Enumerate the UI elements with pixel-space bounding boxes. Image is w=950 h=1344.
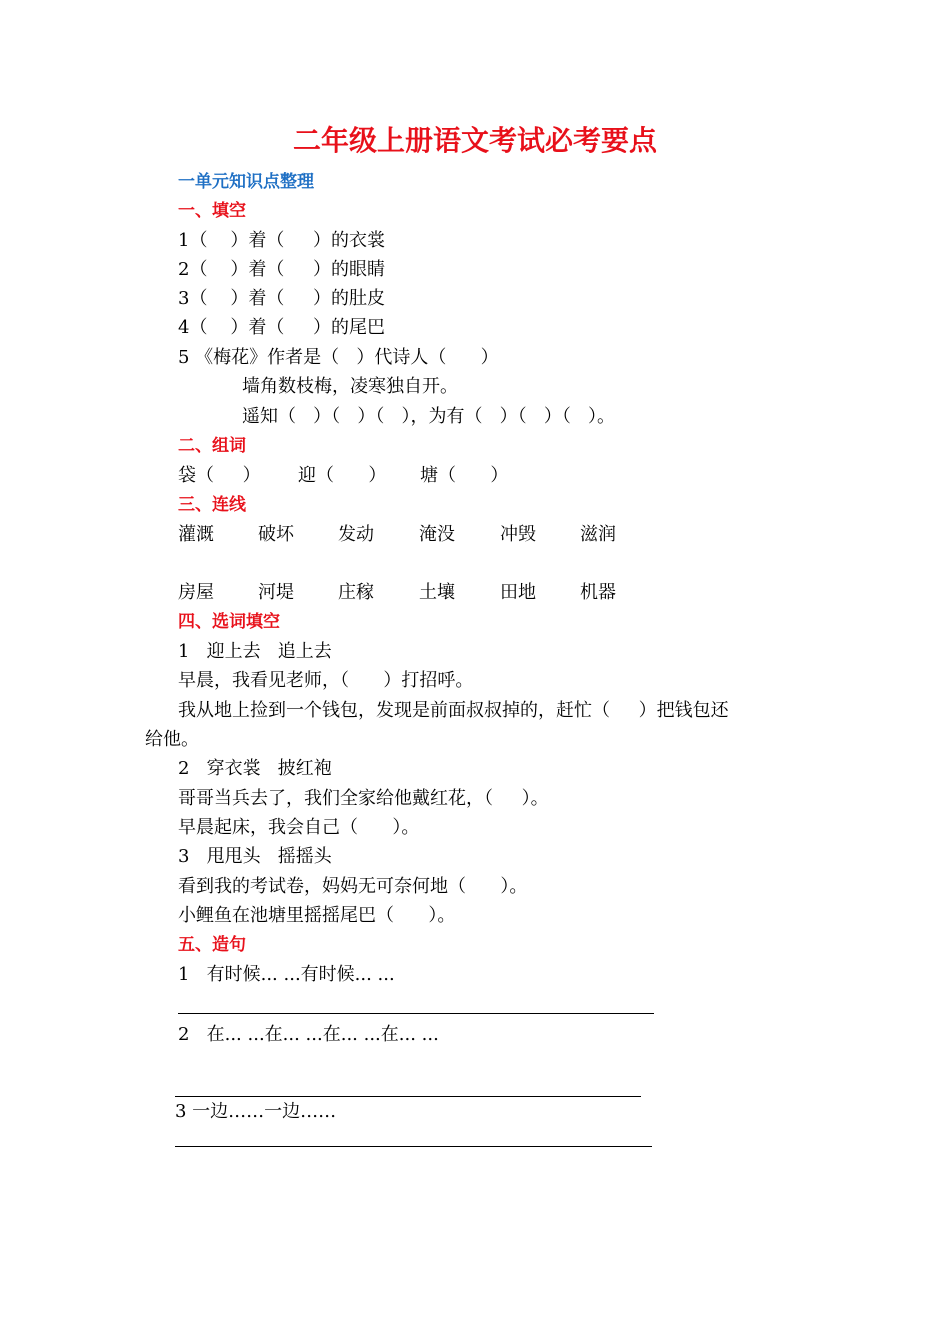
match-bottom-word: 房屋 <box>178 582 214 603</box>
word-item: 袋（ ） <box>178 465 261 486</box>
choose-sentence-continued: 给他。 <box>145 729 199 750</box>
fill-line-2: 2（ ）着（ ）的眼睛 <box>178 259 385 280</box>
choose-sentence: 看到我的考试卷，妈妈无可奈何地（ ）。 <box>178 876 528 897</box>
section-heading-match: 三、连线 <box>178 495 246 515</box>
poem-line-1: 墙角数枝梅，凌寒独自开。 <box>242 376 458 397</box>
match-top-word: 冲毁 <box>500 524 536 545</box>
answer-line-3[interactable] <box>175 1146 652 1147</box>
word-item: 迎（ ） <box>298 465 387 486</box>
match-top-word: 滋润 <box>580 524 616 545</box>
choose-sentence: 早晨起床，我会自己（ ）。 <box>178 817 420 838</box>
fill-line-1: 1（ ）着（ ）的衣裳 <box>178 230 385 251</box>
match-bottom-word: 庄稼 <box>338 582 374 603</box>
match-top-word: 发动 <box>338 524 374 545</box>
sentence-prompt-3: 3 一边……一边…… <box>175 1101 337 1122</box>
match-bottom-word: 机器 <box>580 582 616 603</box>
sentence-prompt-2: 2 在... ...在... ...在... ...在... ... <box>178 1024 439 1045</box>
answer-line-1[interactable] <box>178 1013 654 1014</box>
choose-options-1: 1 迎上去 追上去 <box>178 641 332 662</box>
match-top-word: 灌溉 <box>178 524 214 545</box>
choose-sentence: 我从地上捡到一个钱包，发现是前面叔叔掉的，赶忙（ ）把钱包还 <box>178 700 729 721</box>
word-item: 塘（ ） <box>420 465 509 486</box>
answer-line-2[interactable] <box>175 1096 641 1097</box>
match-top-word: 破坏 <box>258 524 294 545</box>
section-heading-choose: 四、选词填空 <box>178 612 280 632</box>
fill-line-3: 3（ ）着（ ）的肚皮 <box>178 288 385 309</box>
poem-line-2: 遥知（ ）（ ）（ ），为有（ ）（ ）（ ）。 <box>242 406 615 427</box>
choose-sentence: 早晨，我看见老师，（ ）打招呼。 <box>178 670 474 691</box>
choose-sentence: 小鲤鱼在池塘里摇摇尾巴（ ）。 <box>178 905 456 926</box>
unit-heading: 一单元知识点整理 <box>178 172 314 192</box>
section-heading-words: 二、组词 <box>178 436 246 456</box>
match-bottom-word: 土壤 <box>419 582 455 603</box>
fill-line-4: 4（ ）着（ ）的尾巴 <box>178 317 385 338</box>
section-heading-sentences: 五、造句 <box>178 935 246 955</box>
fill-line-5: 5 《梅花》作者是（ ）代诗人（ ） <box>178 347 499 368</box>
section-heading-fill: 一、填空 <box>178 201 246 221</box>
choose-options-3: 3 甩甩头 摇摇头 <box>178 846 332 867</box>
sentence-prompt-1: 1 有时候... ...有时候... ... <box>178 964 395 985</box>
match-bottom-word: 田地 <box>500 582 536 603</box>
choose-sentence: 哥哥当兵去了，我们全家给他戴红花，（ ）。 <box>178 788 549 809</box>
choose-options-2: 2 穿衣裳 披红袍 <box>178 758 332 779</box>
match-top-word: 淹没 <box>419 524 455 545</box>
page-title: 二年级上册语文考试必考要点 <box>292 124 657 157</box>
match-bottom-word: 河堤 <box>258 582 294 603</box>
